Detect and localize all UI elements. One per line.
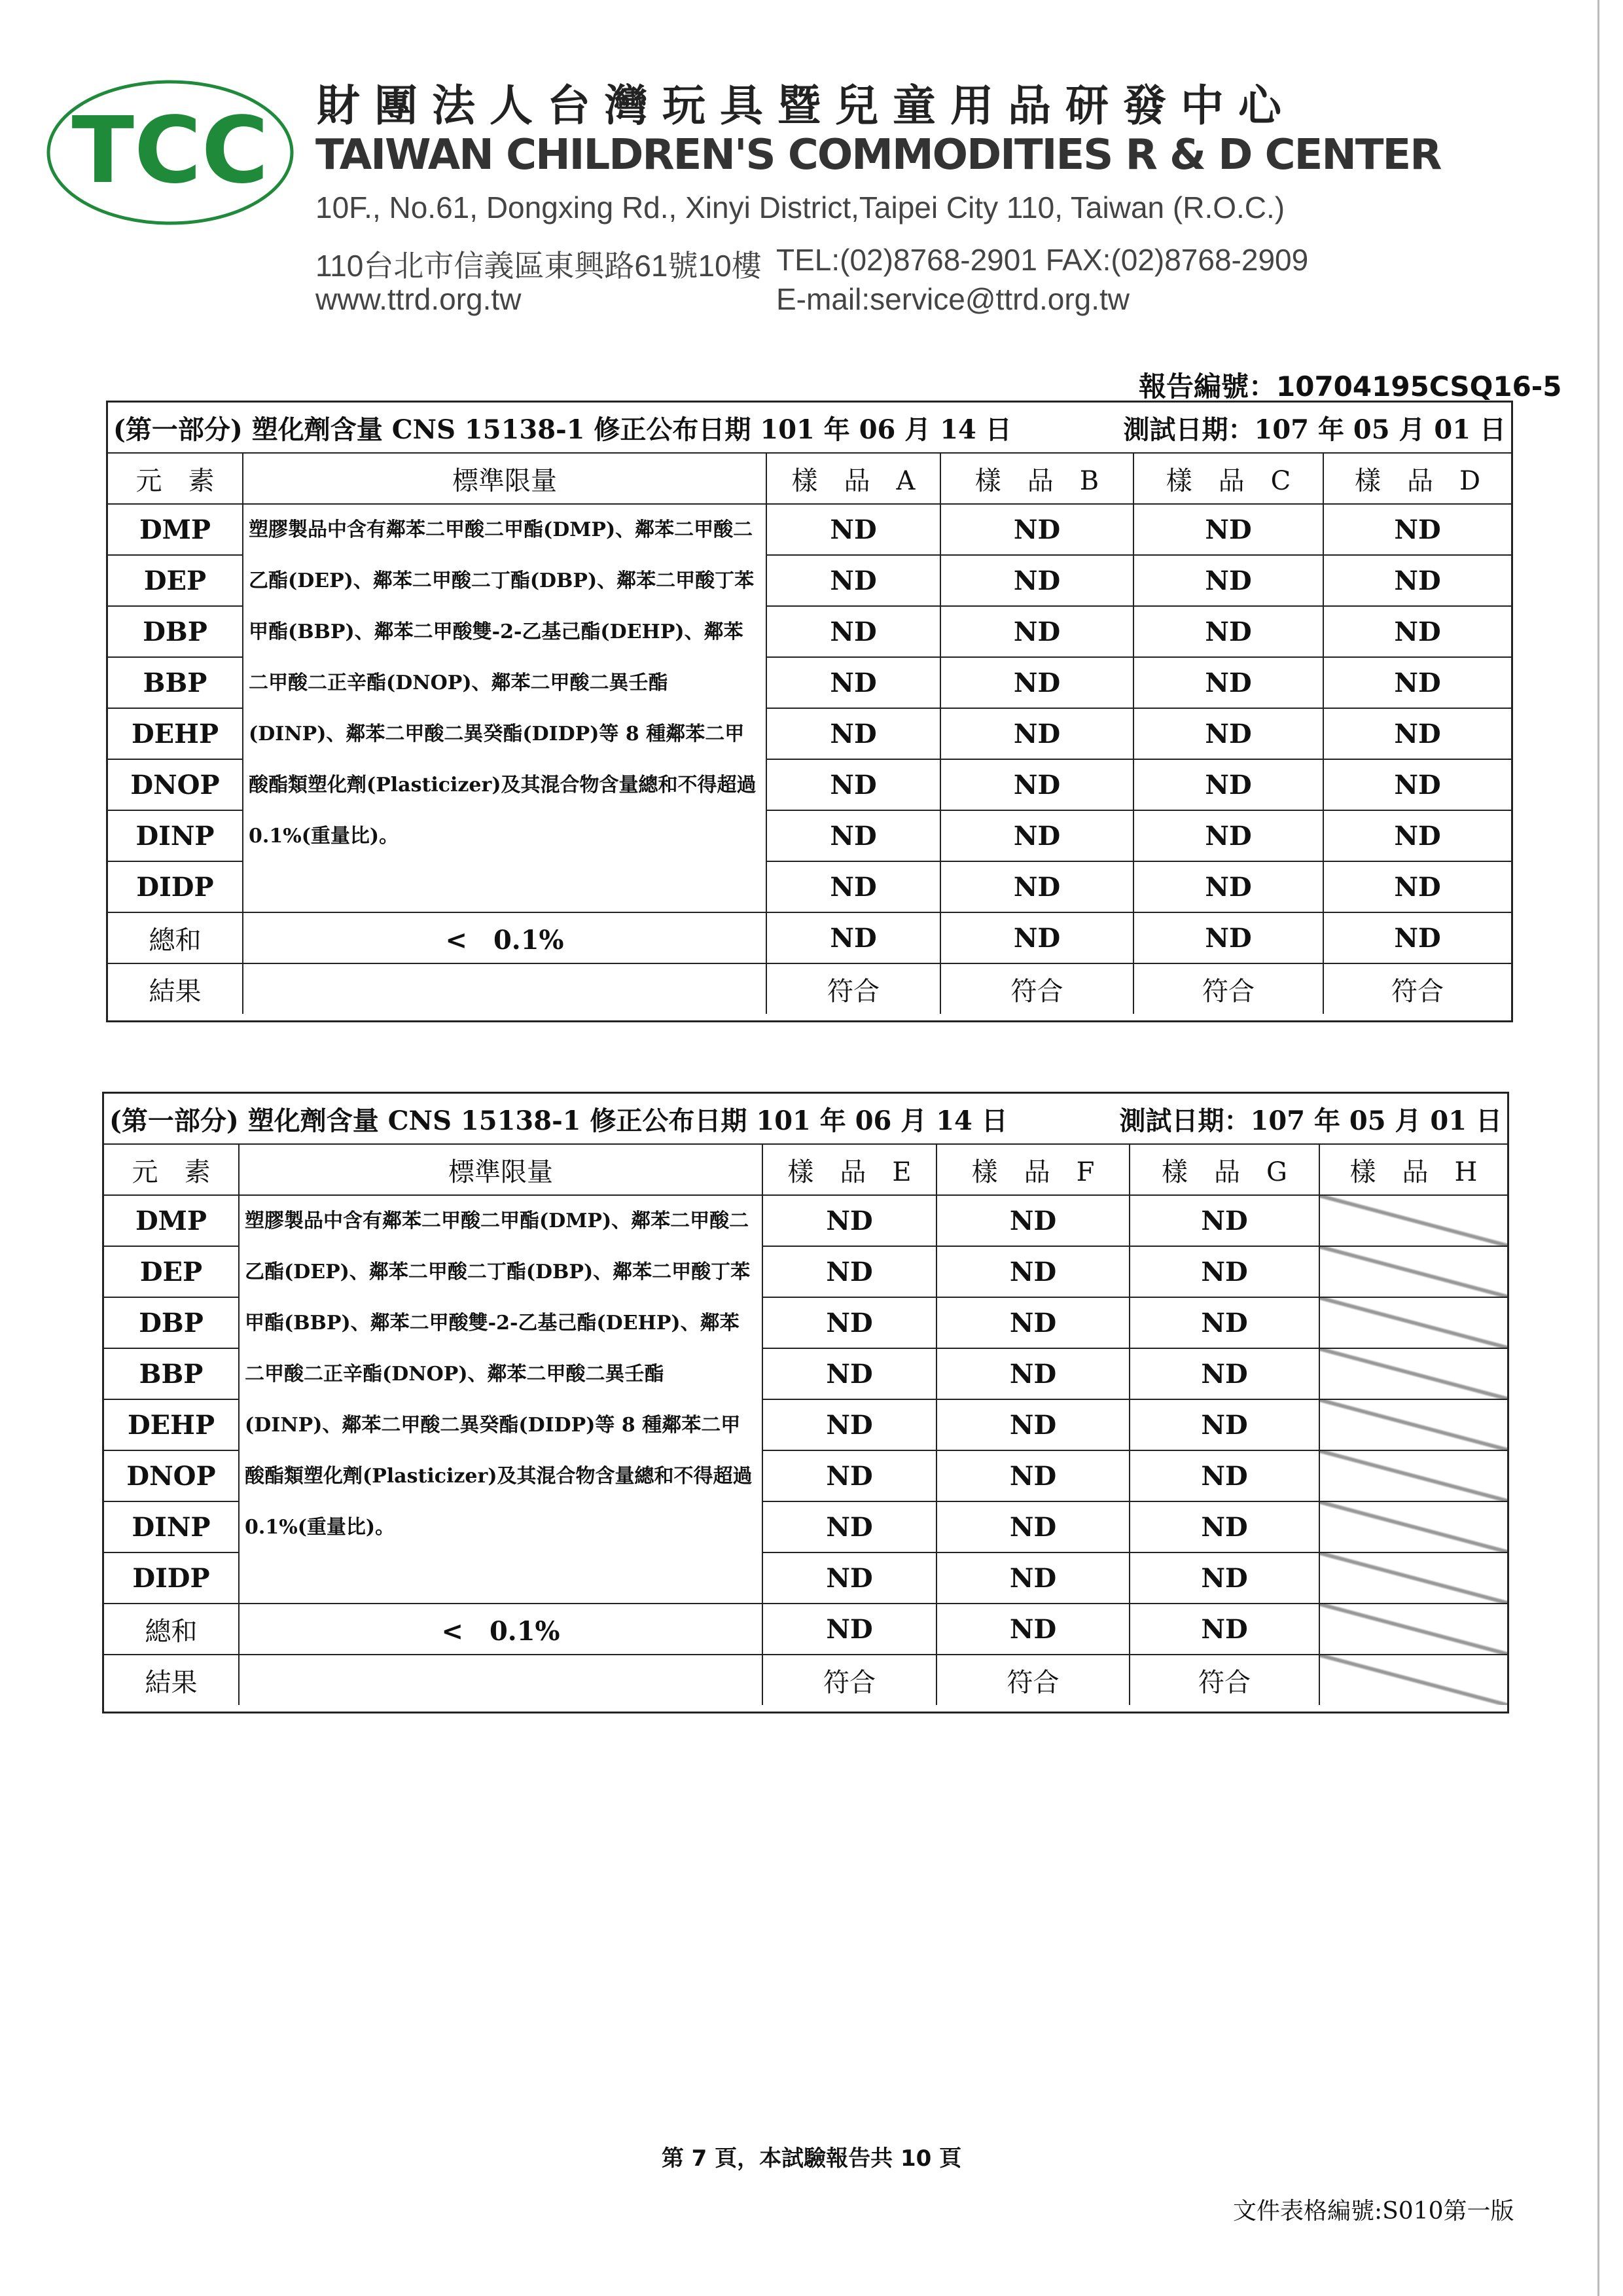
sum-row (104, 1604, 1507, 1655)
result-cell: 符合 (766, 963, 940, 1014)
value-cell: ND (936, 1246, 1130, 1297)
result-label: 結果 (108, 963, 243, 1014)
sum-label: 總和 (104, 1604, 239, 1655)
value-cell: ND (1323, 810, 1511, 861)
value-cell: ND (936, 1552, 1130, 1604)
value-cell: ND (936, 1348, 1130, 1399)
email-link[interactable]: E-mail:service@ttrd.org.tw (776, 282, 1130, 316)
value-cell: ND (766, 657, 940, 708)
not-applicable-cell (1319, 1655, 1507, 1705)
not-applicable-cell (1319, 1604, 1507, 1655)
value-cell: ND (936, 1297, 1130, 1348)
value-cell: ND (1130, 1399, 1319, 1450)
col-header-sample-e: 樣 品 E (762, 1145, 936, 1195)
caption-title: (第一部分) 塑化劑含量 CNS 15138-1 修正公布日期 101 年 06 月 14 日 (113, 414, 1012, 445)
result-cell: 符合 (936, 1655, 1130, 1705)
address-zh: 110台北市信義區東興路61號10樓 (315, 249, 762, 283)
value-cell: ND (766, 912, 940, 963)
header-row (108, 454, 1511, 504)
value-cell: ND (936, 1195, 1130, 1246)
value-cell: ND (940, 912, 1133, 963)
value-cell: ND (766, 708, 940, 759)
table-caption (104, 1094, 1507, 1145)
sum-label: 總和 (108, 912, 243, 963)
value-cell: ND (1133, 504, 1323, 555)
result-row (108, 963, 1511, 1014)
value-cell: ND (762, 1246, 936, 1297)
value-cell: ND (1130, 1501, 1319, 1552)
result-row (104, 1655, 1507, 1705)
result-cell: 符合 (940, 963, 1133, 1014)
value-cell: ND (940, 657, 1133, 708)
table-caption (108, 403, 1511, 454)
value-cell: ND (762, 1399, 936, 1450)
col-header-sample-f: 樣 品 F (936, 1145, 1130, 1195)
value-cell: ND (1133, 606, 1323, 657)
value-cell: ND (936, 1604, 1130, 1655)
col-header-sample-b: 樣 品 B (940, 454, 1133, 504)
not-applicable-cell (1319, 1195, 1507, 1246)
element-cell: BBP (104, 1348, 239, 1399)
results-table-2 (102, 1092, 1509, 1713)
element-cell: DNOP (108, 759, 243, 810)
element-cell: DEP (108, 555, 243, 606)
logo-text: TCC (71, 98, 269, 204)
value-cell: ND (766, 759, 940, 810)
element-cell: DINP (104, 1501, 239, 1552)
data-table (104, 1145, 1507, 1705)
value-cell: ND (762, 1297, 936, 1348)
data-table (108, 454, 1511, 1014)
element-cell: DNOP (104, 1450, 239, 1501)
not-applicable-cell (1319, 1450, 1507, 1501)
value-cell: ND (940, 606, 1133, 657)
col-header-element: 元 素 (104, 1145, 239, 1195)
sum-limit: < 0.1% (243, 912, 766, 963)
tcc-logo (45, 77, 296, 228)
result-cell: 符合 (762, 1655, 936, 1705)
value-cell: ND (1323, 504, 1511, 555)
value-cell: ND (762, 1450, 936, 1501)
value-cell: ND (1130, 1195, 1319, 1246)
results-table-1 (106, 401, 1513, 1022)
value-cell: ND (762, 1195, 936, 1246)
standard-limit-text: 塑膠製品中含有鄰苯二甲酸二甲酯(DMP)、鄰苯二甲酸二乙酯(DEP)、鄰苯二甲酸二丁酯(DBP)、鄰苯二甲酸丁苯甲酯(BBP)、鄰苯二甲酸雙-2-乙基己酯(DEHP)、鄰苯二甲酸二正辛酯(DNOP)、鄰苯二甲酸二異壬酯(DINP)、鄰苯二甲酸二異癸酯(DIDP)等 8 種鄰苯二甲酸酯類塑化劑(Plasticizer)及其混合物含量總和不得超過 0.1%(重量比)。 (243, 504, 766, 912)
not-applicable-cell (1319, 1399, 1507, 1450)
value-cell: ND (762, 1501, 936, 1552)
table-row (108, 504, 1511, 555)
value-cell: ND (940, 759, 1133, 810)
caption-test-date: 測試日期：107 年 05 月 01 日 (1123, 414, 1506, 445)
col-header-sample-a: 樣 品 A (766, 454, 940, 504)
col-header-standard: 標準限量 (243, 454, 766, 504)
caption-title: (第一部分) 塑化劑含量 CNS 15138-1 修正公布日期 101 年 06 月 14 日 (109, 1105, 1008, 1136)
value-cell: ND (940, 504, 1133, 555)
value-cell: ND (766, 606, 940, 657)
empty-cell (239, 1655, 762, 1705)
report-number: 報告編號：10704195CSQ16-5 (1139, 370, 1562, 403)
value-cell: ND (1323, 759, 1511, 810)
value-cell: ND (1133, 657, 1323, 708)
not-applicable-cell (1319, 1246, 1507, 1297)
element-cell: DIDP (108, 861, 243, 912)
element-cell: DMP (108, 504, 243, 555)
value-cell: ND (940, 555, 1133, 606)
value-cell: ND (1323, 708, 1511, 759)
element-cell: DINP (108, 810, 243, 861)
caption-test-date: 測試日期：107 年 05 月 01 日 (1119, 1105, 1502, 1136)
col-header-sample-g: 樣 品 G (1130, 1145, 1319, 1195)
website-link[interactable]: www.ttrd.org.tw (315, 282, 522, 316)
value-cell: ND (1130, 1297, 1319, 1348)
not-applicable-cell (1319, 1348, 1507, 1399)
value-cell: ND (940, 810, 1133, 861)
value-cell: ND (1130, 1246, 1319, 1297)
not-applicable-cell (1319, 1552, 1507, 1604)
result-cell: 符合 (1323, 963, 1511, 1014)
value-cell: ND (762, 1552, 936, 1604)
not-applicable-cell (1319, 1297, 1507, 1348)
empty-cell (243, 963, 766, 1014)
element-cell: DIDP (104, 1552, 239, 1604)
value-cell: ND (936, 1450, 1130, 1501)
sum-limit: < 0.1% (239, 1604, 762, 1655)
value-cell: ND (766, 810, 940, 861)
value-cell: ND (1130, 1348, 1319, 1399)
col-header-sample-d: 樣 品 D (1323, 454, 1511, 504)
value-cell: ND (1130, 1604, 1319, 1655)
value-cell: ND (1133, 810, 1323, 861)
value-cell: ND (766, 504, 940, 555)
element-cell: DBP (104, 1297, 239, 1348)
value-cell: ND (936, 1399, 1130, 1450)
value-cell: ND (1323, 912, 1511, 963)
address-en: 10F., No.61, Dongxing Rd., Xinyi District,Taipei City 110, Taiwan (R.O.C.) (315, 190, 1285, 224)
header-row (104, 1145, 1507, 1195)
value-cell: ND (1130, 1552, 1319, 1604)
result-cell: 符合 (1133, 963, 1323, 1014)
value-cell: ND (762, 1348, 936, 1399)
value-cell: ND (1323, 657, 1511, 708)
element-cell: DEHP (104, 1399, 239, 1450)
element-cell: DBP (108, 606, 243, 657)
scan-edge-divider (1597, 0, 1599, 2296)
value-cell: ND (1323, 555, 1511, 606)
value-cell: ND (762, 1604, 936, 1655)
value-cell: ND (936, 1501, 1130, 1552)
value-cell: ND (940, 708, 1133, 759)
org-name-zh: 財團法人台灣玩具暨兒童用品研發中心 (317, 81, 1296, 131)
value-cell: ND (1323, 861, 1511, 912)
value-cell: ND (766, 555, 940, 606)
standard-limit-text: 塑膠製品中含有鄰苯二甲酸二甲酯(DMP)、鄰苯二甲酸二乙酯(DEP)、鄰苯二甲酸二丁酯(DBP)、鄰苯二甲酸丁苯甲酯(BBP)、鄰苯二甲酸雙-2-乙基己酯(DEHP)、鄰苯二甲酸二正辛酯(DNOP)、鄰苯二甲酸二異壬酯(DINP)、鄰苯二甲酸二異癸酯(DIDP)等 8 種鄰苯二甲酸酯類塑化劑(Plasticizer)及其混合物含量總和不得超過 0.1%(重量比)。 (239, 1195, 762, 1604)
value-cell: ND (766, 861, 940, 912)
col-header-element: 元 素 (108, 454, 243, 504)
value-cell: ND (1323, 606, 1511, 657)
value-cell: ND (940, 861, 1133, 912)
element-cell: DMP (104, 1195, 239, 1246)
value-cell: ND (1130, 1450, 1319, 1501)
element-cell: DEHP (108, 708, 243, 759)
value-cell: ND (1133, 912, 1323, 963)
col-header-sample-c: 樣 品 C (1133, 454, 1323, 504)
form-code: 文件表格編號:S010第一版 (1233, 2198, 1514, 2225)
col-header-standard: 標準限量 (239, 1145, 762, 1195)
sum-row (108, 912, 1511, 963)
org-name-en: TAIWAN CHILDREN'S COMMODITIES R & D CENTER (315, 131, 1441, 179)
result-cell: 符合 (1130, 1655, 1319, 1705)
col-header-sample-h: 樣 品 H (1319, 1145, 1507, 1195)
value-cell: ND (1133, 708, 1323, 759)
value-cell: ND (1133, 555, 1323, 606)
page-number: 第 7 頁，本試驗報告共 10 頁 (661, 2145, 962, 2172)
not-applicable-cell (1319, 1501, 1507, 1552)
value-cell: ND (1133, 861, 1323, 912)
tel-fax: TEL:(02)8768-2901 FAX:(02)8768-2909 (776, 243, 1309, 277)
element-cell: BBP (108, 657, 243, 708)
result-label: 結果 (104, 1655, 239, 1705)
value-cell: ND (1133, 759, 1323, 810)
table-row (104, 1195, 1507, 1246)
element-cell: DEP (104, 1246, 239, 1297)
